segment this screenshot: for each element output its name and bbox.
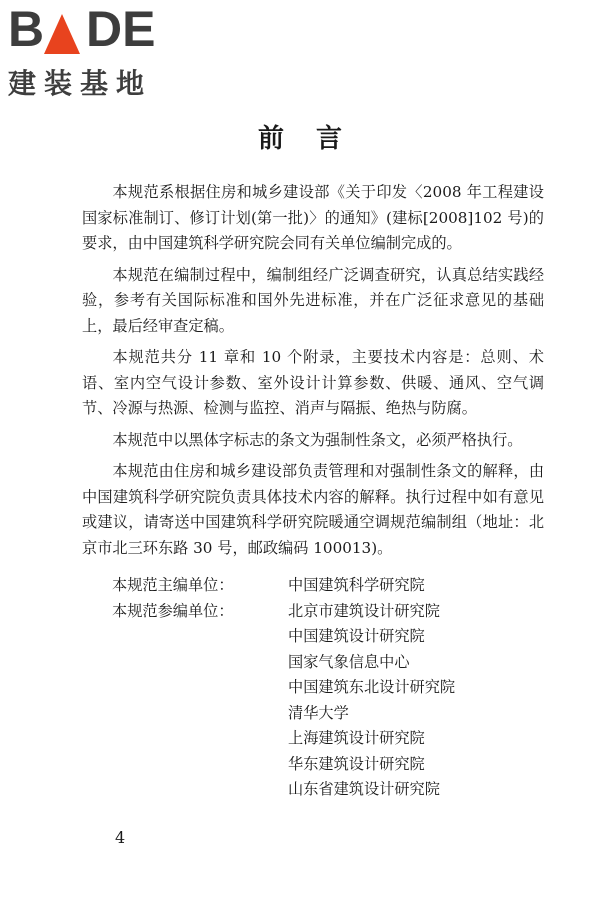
paragraph-1: 本规范系根据住房和城乡建设部《关于印发〈2008 年工程建设国家标准制订、修订计划(第一批)〉的通知》(建标[2008]102 号)的要求，由中国建筑科学研究院会同有关单位编制完成的。 <box>82 183 544 252</box>
logo-letters-de: DE <box>86 1 156 57</box>
list-item: 中国建筑设计研究院 <box>288 627 425 645</box>
preface-body <box>82 180 544 567</box>
logo-mark <box>8 1 178 57</box>
participating-unit-label: 本规范参编单位： <box>112 601 234 620</box>
logo-letter-b: B <box>8 1 45 57</box>
chief-unit-row <box>82 573 544 599</box>
units-block <box>82 573 544 803</box>
paragraph-5: 本规范由住房和城乡建设部负责管理和对强制性条文的解释，由中国建筑科学研究院负责具体技术内容的解释。执行过程中如有意见或建议，请寄送中国建筑科学研究院暖通空调规范编制组（地址：北京市北三环东路 30 号，邮政编码 100013)。 <box>82 462 544 557</box>
page-number: 4 <box>115 828 126 847</box>
page-title: 前言 <box>257 124 374 154</box>
logo-triangle-icon <box>44 14 80 54</box>
list-item: 清华大学 <box>288 703 349 722</box>
chief-unit-value: 中国建筑科学研究院 <box>288 576 425 594</box>
logo-subtitle: 建装基地 <box>8 67 153 100</box>
participating-unit-first: 北京市建筑设计研究院 <box>288 601 440 620</box>
brand-logo <box>8 1 178 100</box>
list-item: 上海建筑设计研究院 <box>288 729 425 747</box>
paragraph-3: 本规范共分 11 章和 10 个附录，主要技术内容是：总则、术语、室内空气设计参数、室外设计计算参数、供暖、通风、空气调节、冷源与热源、检测与监控、消声与隔振、绝热与防腐。 <box>82 348 544 417</box>
list-item: 山东省建筑设计研究院 <box>288 780 440 798</box>
participating-unit-row <box>82 599 544 625</box>
list-item: 国家气象信息中心 <box>288 652 410 671</box>
list-item: 中国建筑东北设计研究院 <box>288 678 456 696</box>
chief-unit-label: 本规范主编单位： <box>112 576 234 594</box>
paragraph-2: 本规范在编制过程中，编制组经广泛调查研究，认真总结实践经验，参考有关国际标准和国外先进标准，并在广泛征求意见的基础上，最后经审查定稿。 <box>82 265 544 335</box>
list-item: 华东建筑设计研究院 <box>288 754 425 773</box>
participating-unit-list <box>82 624 544 803</box>
paragraph-4: 本规范中以黑体字标志的条文为强制性条文，必须严格执行。 <box>112 430 523 449</box>
